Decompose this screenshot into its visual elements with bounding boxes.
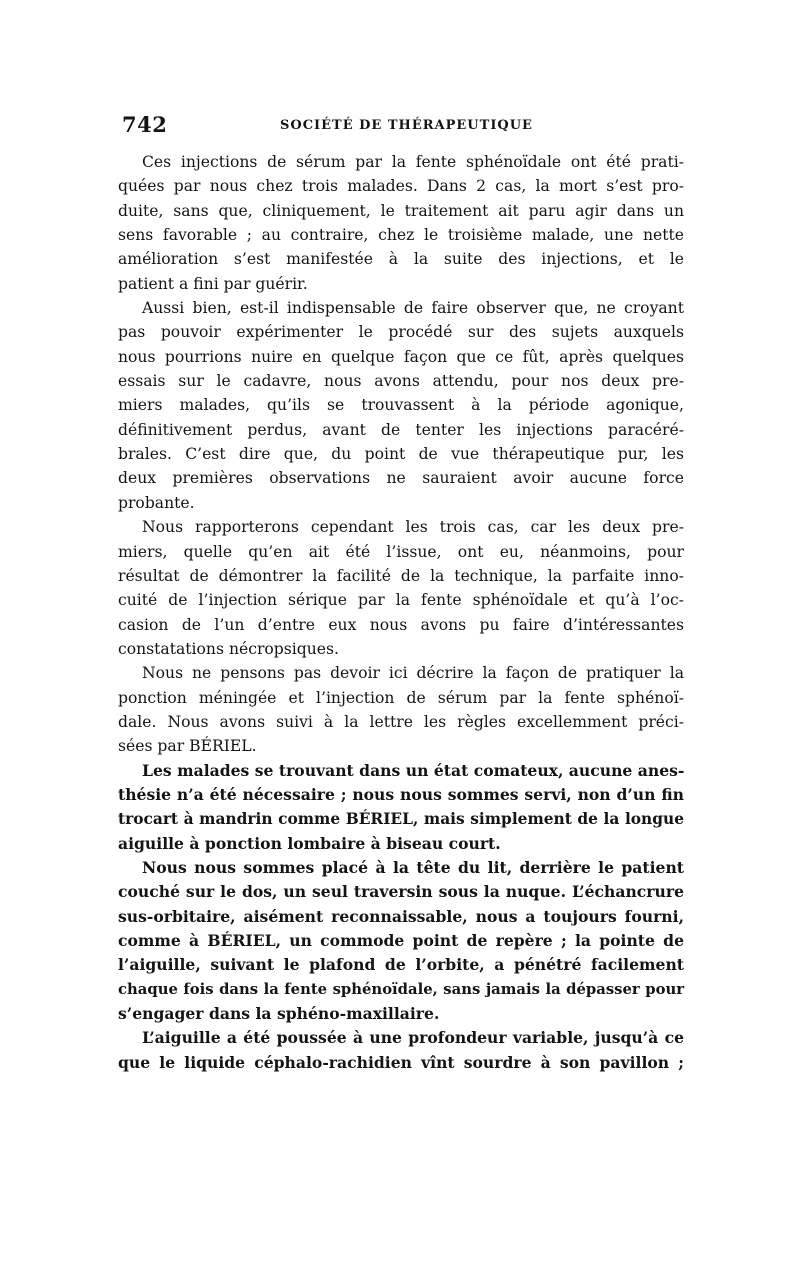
running-title: SOCIÉTÉ DE THÉRAPEUTIQUE	[280, 118, 533, 133]
text-line: miers malades, qu’ils se trouvassent à la période agonique,	[118, 396, 684, 415]
text-line: Ces injections de sérum par la fente sphénoïdale ont été prati-	[142, 153, 684, 171]
text-line: ponction méningée et l’injection de sérum par la fente sphénoï-	[118, 688, 684, 707]
text-line: duite, sans que, cliniquement, le traitement ait paru agir dans un	[118, 201, 684, 220]
text-line: l’aiguille, suivant le plafond de l’orbite, a pénétré facilement	[118, 955, 684, 975]
text-line: résultat de démontrer la facilité de la technique, la parfaite inno-	[118, 566, 684, 585]
text-line: Nous rapporterons cependant les trois cas, car les deux pre-	[142, 518, 684, 537]
text-line: nous pourrions nuire en quelque façon que ce fût, après quelques	[118, 347, 684, 366]
text-line: casion de l’un d’entre eux nous avons pu faire d’intéressantes	[118, 615, 684, 634]
text-line: dale. Nous avons suivi à la lettre les règles excellemment préci-	[118, 712, 684, 731]
text-line: essais sur le cadavre, nous avons attendu, pour nos deux pre-	[118, 372, 684, 391]
text-line: miers, quelle qu’en ait été l’issue, ont eu, néanmoins, pour	[118, 542, 684, 561]
text-line: chaque fois dans la fente sphénoïdale, sans jamais la dépasser pour	[118, 980, 684, 998]
text-line: deux premières observations ne sauraient avoir aucune force	[118, 469, 684, 488]
text-line: sens favorable ; au contraire, chez le troisième malade, une nette	[118, 226, 684, 245]
text-line: patient a fini par guérir.	[118, 274, 308, 293]
body-text	[118, 150, 684, 1075]
text-line: L’aiguille a été poussée à une profondeur variable, jusqu’à ce	[142, 1028, 684, 1048]
text-line: brales. C’est dire que, du point de vue thérapeutique pur, les	[118, 445, 684, 464]
text-line: thésie n’a été nécessaire ; nous nous sommes servi, non d’un fin	[118, 784, 684, 804]
text-line: constatations nécropsiques.	[118, 639, 339, 658]
text-line: Nous nous sommes placé à la tête du lit, derrière le patient	[142, 857, 684, 877]
text-line: Nous ne pensons pas devoir ici décrire la façon de pratiquer la	[142, 664, 684, 683]
text-line: Les malades se trouvant dans un état comateux, aucune anes-	[142, 760, 685, 780]
text-line: amélioration s’est manifestée à la suite des injections, et le	[118, 250, 684, 269]
text-line: couché sur le dos, un seul traversin sous la nuque. L’échancrure	[118, 882, 684, 902]
text-line: trocart à mandrin comme BÉRIEL, mais simplement de la longue	[118, 810, 684, 829]
text-line: Aussi bien, est-il indispensable de faire observer que, ne croyant	[142, 299, 684, 318]
text-line: comme à BÉRIEL, un commode point de repère ; la pointe de	[118, 931, 684, 950]
text-line: définitivement perdus, avant de tenter les injections paracéré-	[118, 420, 684, 439]
text-line: aiguille à ponction lombaire à biseau court.	[118, 833, 501, 853]
text-line: quées par nous chez trois malades. Dans 2 cas, la mort s’est pro-	[118, 177, 684, 196]
text-line: sées par BÉRIEL.	[118, 737, 257, 756]
page-header	[120, 112, 686, 142]
page-number: 742	[122, 112, 168, 137]
text-line: probante.	[118, 493, 195, 512]
text-line: sus-orbitaire, aisément reconnaissable, nous a toujours fourni,	[118, 906, 684, 926]
text-line: s’engager dans la sphéno-maxillaire.	[118, 1004, 440, 1024]
text-line: que le liquide céphalo-rachidien vînt sourdre à son pavillon ;	[118, 1052, 684, 1072]
text-line: pas pouvoir expérimenter le procédé sur des sujets auxquels	[118, 323, 684, 342]
text-line: cuité de l’injection sérique par la fente sphénoïdale et qu’à l’oc-	[118, 591, 684, 610]
